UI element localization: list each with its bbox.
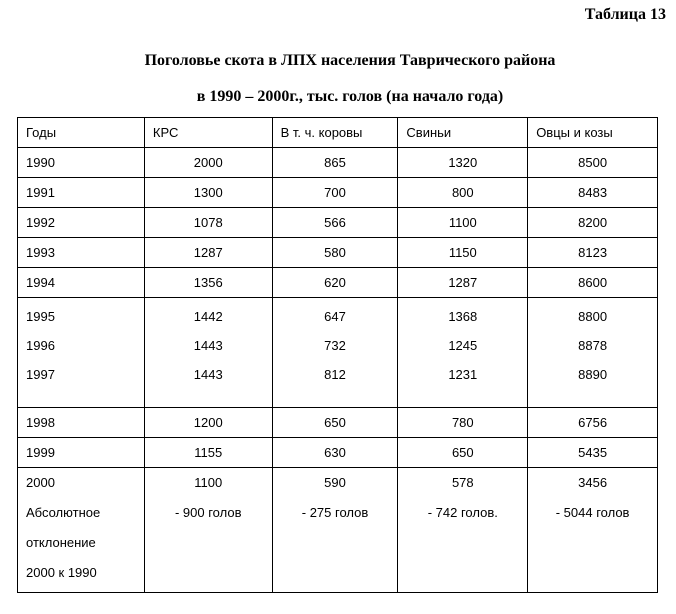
header-years: Годы xyxy=(18,118,145,148)
table-row-group-1995-1997 xyxy=(18,298,658,408)
cell-pigs: 800 xyxy=(398,178,528,208)
cell-pigs: 650 xyxy=(398,438,528,468)
cell-pigs: 780 xyxy=(398,408,528,438)
cell-cattle: 2000 xyxy=(144,148,272,178)
cell-year: 1992 xyxy=(18,208,145,238)
cell-sheep-goats: 6756 xyxy=(528,408,658,438)
cell-cattle: 1078 xyxy=(144,208,272,238)
cell-year: 1990 xyxy=(18,148,145,178)
cell-cows: 812 xyxy=(324,367,346,382)
cell-years-group xyxy=(18,298,145,408)
cell-year: 1995 xyxy=(26,309,55,324)
cell-sheep-goats: 8890 xyxy=(578,367,608,382)
cell-sheep-goats-deviation xyxy=(528,468,658,593)
table-row xyxy=(18,238,658,268)
cell-cows: 650 xyxy=(272,408,398,438)
deviation-cows: - 275 голов xyxy=(301,505,369,520)
cell-pigs: 1320 xyxy=(398,148,528,178)
cell-cattle: 1200 xyxy=(144,408,272,438)
deviation-label-line-2: отклонение xyxy=(26,535,96,550)
cell-year: 1998 xyxy=(18,408,145,438)
cell-sheep-goats: 8800 xyxy=(578,309,608,324)
cell-cattle: 1443 xyxy=(193,367,223,382)
cell-cattle: 1287 xyxy=(144,238,272,268)
cell-cows: 700 xyxy=(272,178,398,208)
cell-sheep-goats: 8500 xyxy=(528,148,658,178)
cell-year: 2000 xyxy=(26,475,55,490)
table-row xyxy=(18,268,658,298)
cell-sheep-goats: 5435 xyxy=(528,438,658,468)
cell-year: 1993 xyxy=(18,238,145,268)
cell-sheep-goats: 8600 xyxy=(528,268,658,298)
cell-sheep-goats: 8878 xyxy=(578,338,608,353)
header-cattle: КРС xyxy=(144,118,272,148)
cell-pigs: 1150 xyxy=(398,238,528,268)
deviation-label-line-1: Абсолютное xyxy=(26,505,101,520)
cell-pigs-deviation xyxy=(398,468,528,593)
cell-cows: 590 xyxy=(324,475,346,490)
cell-year: 1996 xyxy=(26,338,55,353)
table-caption: Таблица 13 xyxy=(584,6,666,23)
cell-cattle: 1356 xyxy=(144,268,272,298)
table-title-line-1: Поголовье скота в ЛПХ населения Таврического района xyxy=(144,52,556,69)
table-row xyxy=(18,438,658,468)
cell-cows-deviation xyxy=(272,468,398,593)
cell-pigs: 1100 xyxy=(398,208,528,238)
header-sheep-goats: Овцы и козы xyxy=(528,118,658,148)
cell-pigs: 1231 xyxy=(448,367,478,382)
header-row xyxy=(18,118,658,148)
deviation-sheep-goats: - 5044 голов xyxy=(555,505,630,520)
cell-sheep-goats: 3456 xyxy=(578,475,608,490)
cell-cows: 620 xyxy=(272,268,398,298)
cell-cows-group xyxy=(272,298,398,408)
cell-pigs: 1245 xyxy=(448,338,478,353)
header-cows: В т. ч. коровы xyxy=(272,118,398,148)
cell-cows: 647 xyxy=(324,309,346,324)
cell-cows: 630 xyxy=(272,438,398,468)
table-row-2000-deviation xyxy=(18,468,658,593)
table-row xyxy=(18,148,658,178)
cell-cattle: 1100 xyxy=(194,475,223,490)
cell-cattle: 1443 xyxy=(193,338,223,353)
table-row xyxy=(18,408,658,438)
cell-sheep-goats: 8200 xyxy=(528,208,658,238)
deviation-pigs: - 742 голов. xyxy=(427,505,498,520)
cell-sheep-goats: 8483 xyxy=(528,178,658,208)
table-title-line-2: в 1990 – 2000г., тыс. голов (на начало года) xyxy=(196,88,504,105)
cell-cows: 865 xyxy=(272,148,398,178)
cell-pigs: 1368 xyxy=(448,309,478,324)
cell-pigs: 1287 xyxy=(398,268,528,298)
table-row xyxy=(18,208,658,238)
cell-cows: 580 xyxy=(272,238,398,268)
deviation-cattle: - 900 голов xyxy=(174,505,242,520)
cell-year: 1991 xyxy=(18,178,145,208)
deviation-label-line-3: 2000 к 1990 xyxy=(26,565,97,580)
header-pigs: Свиньи xyxy=(398,118,528,148)
table-row xyxy=(18,178,658,208)
livestock-table xyxy=(17,117,658,593)
cell-cows: 732 xyxy=(324,338,346,353)
cell-cattle: 1442 xyxy=(193,309,223,324)
cell-pigs-group xyxy=(398,298,528,408)
cell-cattle-group xyxy=(144,298,272,408)
cell-sheep-goats: 8123 xyxy=(528,238,658,268)
cell-cattle: 1300 xyxy=(144,178,272,208)
cell-pigs: 578 xyxy=(451,475,474,490)
cell-cows: 566 xyxy=(272,208,398,238)
cell-year-deviation-label xyxy=(18,468,145,593)
cell-cattle-deviation xyxy=(144,468,272,593)
cell-year: 1999 xyxy=(18,438,145,468)
cell-sheep-goats-group xyxy=(528,298,658,408)
cell-year: 1997 xyxy=(26,367,55,382)
cell-cattle: 1155 xyxy=(144,438,272,468)
cell-year: 1994 xyxy=(18,268,145,298)
